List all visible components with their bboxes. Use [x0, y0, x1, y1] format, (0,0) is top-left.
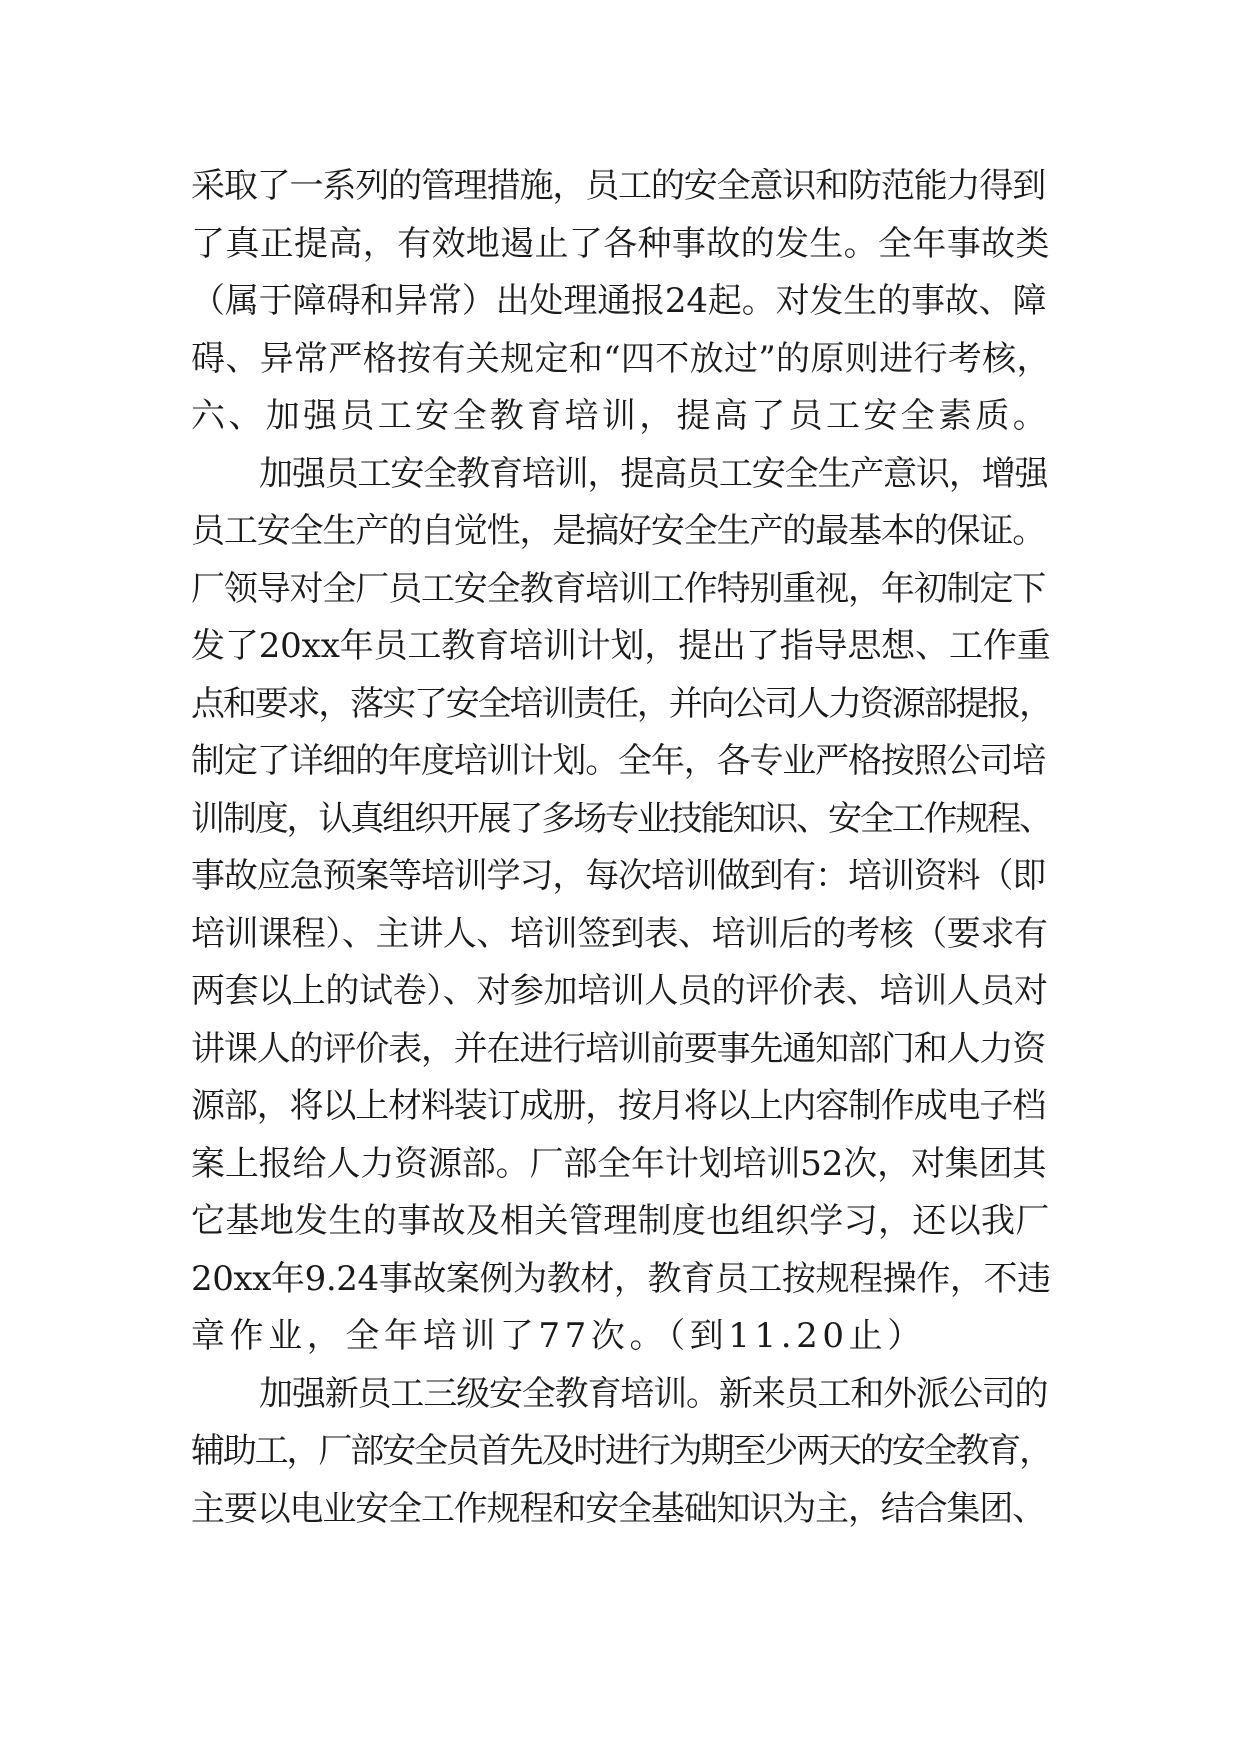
text-line: 训制度，认真组织开展了多场专业技能知识、安全工作规程、 — [191, 798, 1051, 839]
text-line: 它基地发生的事故及相关管理制度也组织学习，还以我厂 — [191, 1201, 1050, 1241]
text-line: 事故应急预案等培训学习，每次培训做到有：培训资料（即 — [191, 856, 1046, 896]
text-line: 点和要求，落实了安全培训责任，并向公司人力资源部提报， — [191, 683, 1051, 724]
text-line: （属于障碍和异常）出处理通报24起。对发生的事故、障 — [191, 281, 1047, 321]
text-line: 碍、异常严格按有关规定和“四不放过”的原则进行考核， — [191, 338, 1051, 379]
text-line: 讲课人的评价表，并在进行培训前要事先通知部门和人力资 — [191, 1028, 1046, 1069]
text-line: 加强新员工三级安全教育培训。新来员工和外派公司的 — [259, 1373, 1048, 1414]
text-line: 源部，将以上材料装订成册，按月将以上内容制作成电子档 — [191, 1086, 1046, 1126]
document-body — [191, 158, 1051, 1538]
text-line: 20xx年9.24事故案例为教材，教育员工按规程操作，不违 — [191, 1258, 1051, 1299]
text-line: 厂领导对全厂员工安全教育培训工作特别重视，年初制定下 — [191, 568, 1046, 609]
text-line: 主要以电业安全工作规程和安全基础知识为主，结合集团、 — [191, 1488, 1046, 1529]
text-line: 发了20xx年员工教育培训计划，提出了指导思想、工作重 — [191, 626, 1051, 666]
text-line: 了真正提高，有效地遏止了各种事故的发生。全年事故类 — [191, 223, 1050, 264]
text-line: 员工安全生产的自觉性，是搞好安全生产的最基本的保证。 — [191, 511, 1046, 551]
text-line: 加强员工安全教育培训，提高员工安全生产意识，增强 — [259, 453, 1048, 494]
text-line: 案上报给人力资源部。厂部全年计划培训52次，对集团其 — [191, 1143, 1047, 1184]
text-line: 六、加强员工安全教育培训，提高了员工安全素质。 — [191, 396, 1051, 436]
text-line: 采取了一系列的管理措施，员工的安全意识和防范能力得到 — [191, 166, 1046, 206]
text-line: 培训课程）、主讲人、培训签到表、培训后的考核（要求有 — [191, 913, 1048, 954]
text-line: 辅助工，厂部安全员首先及时进行为期至少两天的安全教育， — [191, 1431, 1051, 1471]
text-line: 制定了详细的年度培训计划。全年，各专业严格按照公司培 — [191, 741, 1046, 781]
text-line: 两套以上的试卷）、对参加培训人员的评价表、培训人员对 — [191, 971, 1048, 1011]
text-line: 章作业，全年培训了77次。（到11.20止） — [191, 1316, 926, 1356]
